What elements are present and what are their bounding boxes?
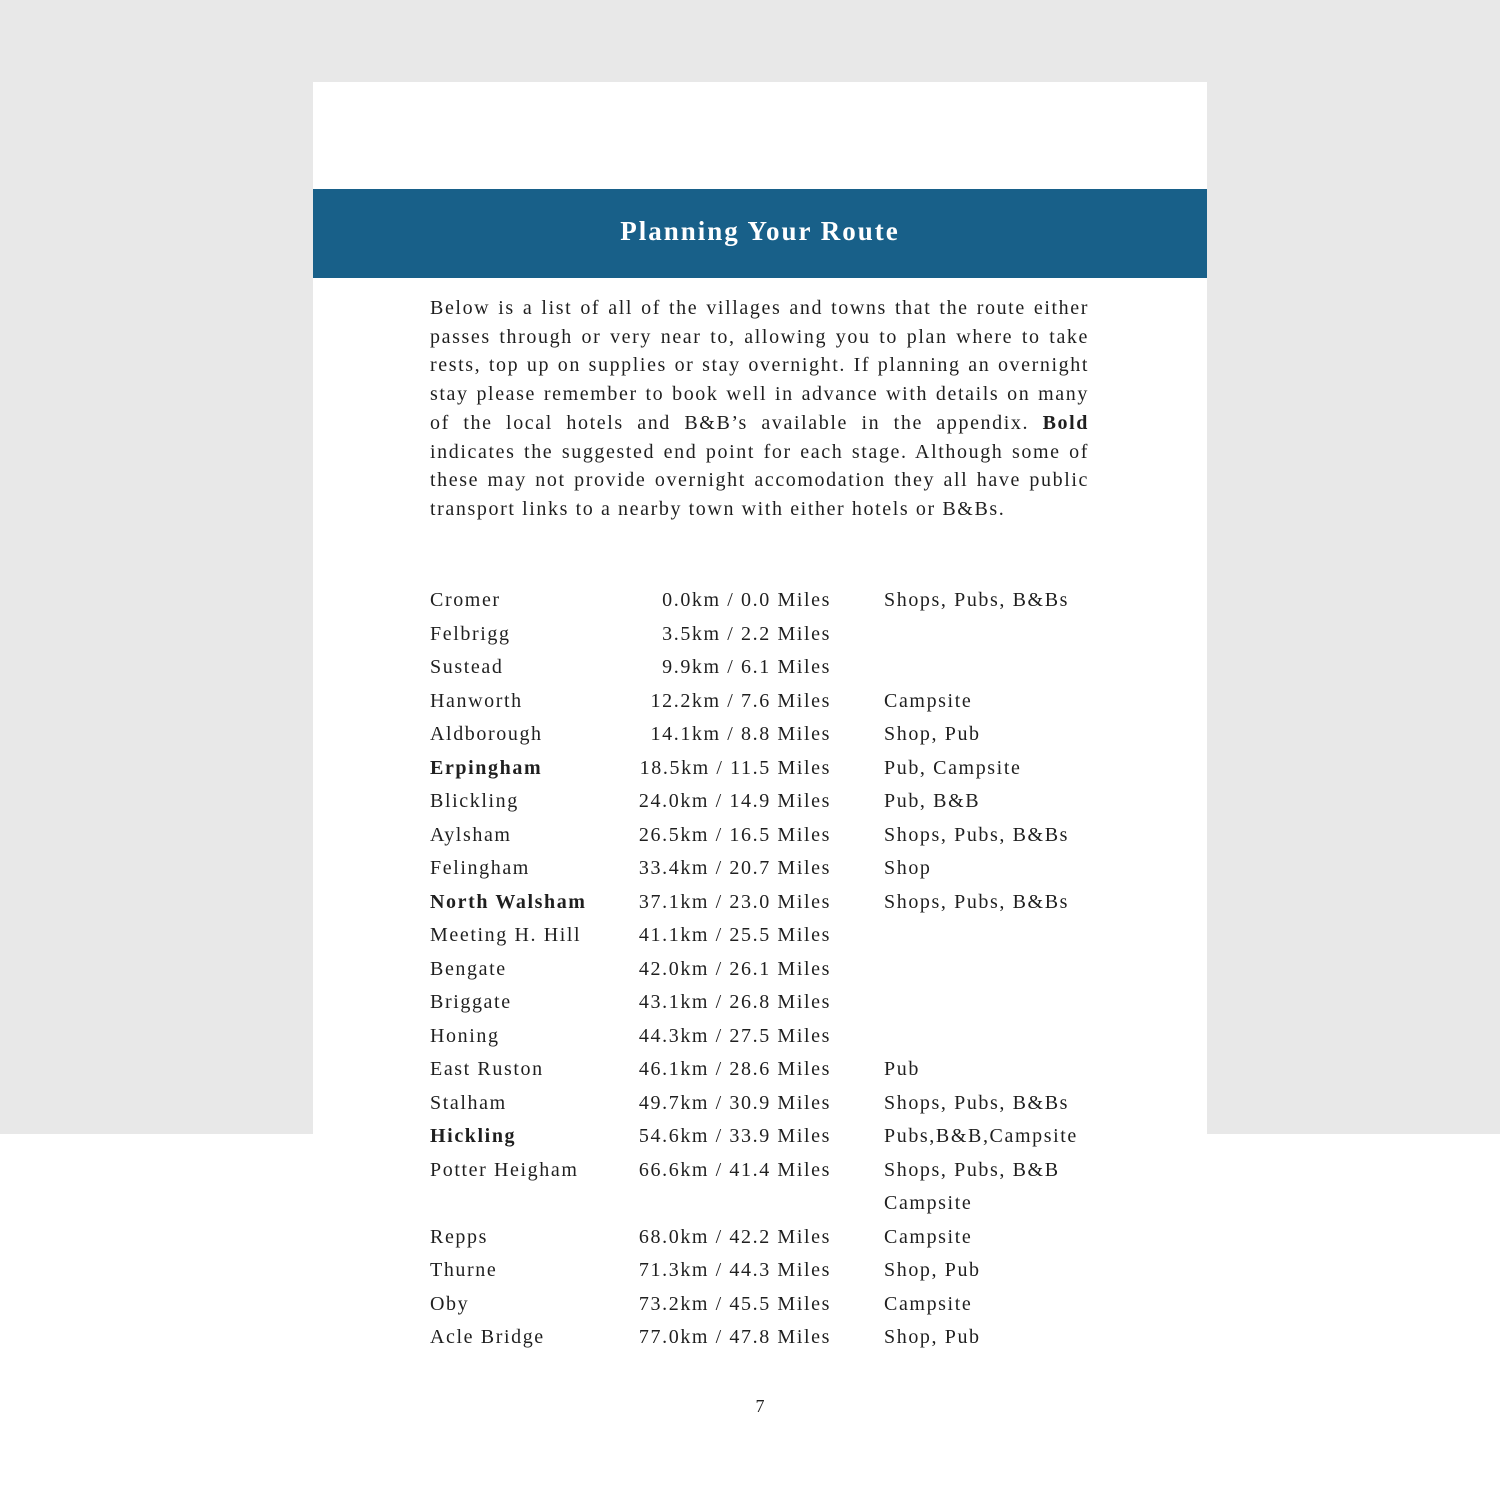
route-row [430, 1053, 1110, 1087]
route-distance: 24.0km / 14.9 Miles [638, 790, 831, 812]
route-row [430, 584, 1110, 618]
route-place: Potter Heigham [430, 1158, 579, 1181]
route-row [430, 1087, 1110, 1121]
route-distance: 66.6km / 41.4 Miles [638, 1158, 831, 1181]
intro-text-end: indicates the suggested end point for each stage. Although some of these may not provide overnight accomodation they all have public transport links to a nearby town with either hotels or B&Bs. [430, 440, 1089, 520]
route-distance: 49.7km / 30.9 Miles [638, 1091, 831, 1114]
route-distance: 71.3km / 44.3 Miles [638, 1259, 831, 1281]
book-page [313, 82, 1207, 1500]
route-distance: 77.0km / 47.8 Miles [638, 1326, 831, 1348]
route-place: Sustead [430, 656, 504, 678]
route-amenity-line: Shops, Pubs, B&Bs [884, 823, 1070, 846]
route-place: Aldborough [430, 723, 543, 745]
route-distance: 46.1km / 28.6 Miles [638, 1058, 831, 1080]
route-row [430, 1221, 1110, 1255]
route-place: Hickling [430, 1125, 517, 1147]
route-amenities [884, 1321, 1099, 1355]
route-place: Acle Bridge [430, 1326, 545, 1348]
route-place: Honing [430, 1024, 500, 1047]
route-row [430, 1288, 1110, 1322]
route-amenities [884, 852, 1099, 886]
route-distance: 18.5km / 11.5 Miles [639, 756, 831, 779]
route-amenity-line: Pub [884, 1058, 920, 1080]
route-distance: 14.1km / 8.8 Miles [650, 723, 831, 745]
route-distance: 3.5km / 2.2 Miles [662, 622, 831, 645]
route-amenity-line: Pub, Campsite [884, 756, 1022, 779]
route-amenities [884, 1154, 1099, 1221]
route-place: Meeting H. Hill [430, 924, 582, 946]
route-row [430, 819, 1110, 853]
route-amenities [884, 986, 1099, 1020]
route-amenities [884, 1254, 1099, 1288]
route-amenity-line: Shops, Pubs, B&Bs [884, 589, 1070, 611]
route-place: Hanworth [430, 689, 523, 712]
route-distance: 73.2km / 45.5 Miles [638, 1292, 831, 1315]
intro-paragraph [430, 294, 1089, 524]
route-amenities [884, 1053, 1099, 1087]
route-row [430, 953, 1110, 987]
intro-text-start: Below is a list of all of the villages and towns that the route either passes through or very near to, allowing you to plan where to take rests, top up on supplies or stay overnight. If planning an overnight stay please remember to book well in advance with details on many of the local hotels and B&B’s available in the appendix. [430, 297, 1089, 434]
route-amenities [884, 919, 1099, 953]
route-amenities [884, 1020, 1099, 1054]
route-amenities [884, 1087, 1099, 1121]
route-row [430, 752, 1110, 786]
route-place: Stalham [430, 1091, 507, 1114]
route-distance: 33.4km / 20.7 Miles [638, 857, 831, 879]
route-place: Cromer [430, 589, 501, 611]
route-distance: 0.0km / 0.0 Miles [662, 589, 831, 611]
route-place: Briggate [430, 991, 512, 1013]
route-amenities [884, 718, 1099, 752]
route-distance: 9.9km / 6.1 Miles [662, 656, 831, 678]
route-amenities [884, 1221, 1099, 1255]
route-distance: 43.1km / 26.8 Miles [638, 991, 831, 1013]
route-place: Blickling [430, 790, 519, 812]
route-place: Felbrigg [430, 622, 511, 645]
route-amenities [884, 785, 1099, 819]
route-amenities [884, 886, 1099, 920]
route-amenity-line: Pub, B&B [884, 790, 981, 812]
route-row [430, 852, 1110, 886]
route-place: Oby [430, 1292, 470, 1315]
route-amenities [884, 1120, 1099, 1154]
page-number: 7 [755, 1396, 765, 1416]
route-amenity-line: Campsite [884, 689, 973, 712]
route-amenities [884, 1288, 1099, 1322]
route-row [430, 718, 1110, 752]
route-amenity-line: Campsite [884, 1225, 973, 1248]
route-row [430, 685, 1110, 719]
route-amenity-line: Shop, Pub [884, 723, 981, 745]
route-amenity-line: Shop, Pub [884, 1259, 981, 1281]
route-amenities [884, 618, 1099, 652]
route-place: Erpingham [430, 756, 543, 779]
route-amenities [884, 752, 1099, 786]
route-amenity-line: Shop, Pub [884, 1326, 981, 1348]
route-amenity-line: Shops, Pubs, B&B [884, 1158, 1060, 1181]
route-amenities [884, 819, 1099, 853]
route-place: Bengate [430, 957, 507, 980]
route-amenity-line: Shops, Pubs, B&Bs [884, 890, 1070, 913]
route-place: East Ruston [430, 1058, 544, 1080]
route-distance: 68.0km / 42.2 Miles [638, 1225, 831, 1248]
route-row [430, 1020, 1110, 1054]
route-amenities [884, 953, 1099, 987]
route-row [430, 618, 1110, 652]
route-distance: 41.1km / 25.5 Miles [638, 924, 831, 946]
route-distance: 54.6km / 33.9 Miles [638, 1125, 831, 1147]
route-place: North Walsham [430, 890, 587, 913]
route-distance: 44.3km / 27.5 Miles [638, 1024, 831, 1047]
route-row [430, 1120, 1110, 1154]
route-amenity-line: Shop [884, 857, 932, 879]
route-list [430, 584, 1110, 1355]
route-amenity-line: Campsite [884, 1292, 973, 1315]
route-row [430, 886, 1110, 920]
route-row [430, 651, 1110, 685]
route-row [430, 1154, 1110, 1221]
route-row [430, 986, 1110, 1020]
route-distance: 26.5km / 16.5 Miles [638, 823, 831, 846]
route-row [430, 919, 1110, 953]
route-place: Aylsham [430, 823, 512, 846]
route-amenity-line: Shops, Pubs, B&Bs [884, 1091, 1070, 1114]
route-place: Felingham [430, 857, 530, 879]
route-row [430, 785, 1110, 819]
route-amenities [884, 685, 1099, 719]
route-place: Thurne [430, 1259, 498, 1281]
route-amenities [884, 651, 1099, 685]
route-place: Repps [430, 1225, 488, 1248]
page-title: Planning Your Route [620, 216, 900, 246]
route-row [430, 1254, 1110, 1288]
route-amenities [884, 584, 1099, 618]
route-amenity-line: Pubs,B&B,Campsite [884, 1125, 1078, 1147]
route-distance: 37.1km / 23.0 Miles [638, 890, 831, 913]
intro-bold-word: Bold [1042, 411, 1089, 434]
route-amenity-line: Campsite [884, 1192, 973, 1214]
route-distance: 42.0km / 26.1 Miles [638, 957, 831, 980]
route-distance: 12.2km / 7.6 Miles [650, 689, 831, 712]
route-row [430, 1321, 1110, 1355]
title-banner [313, 189, 1207, 278]
